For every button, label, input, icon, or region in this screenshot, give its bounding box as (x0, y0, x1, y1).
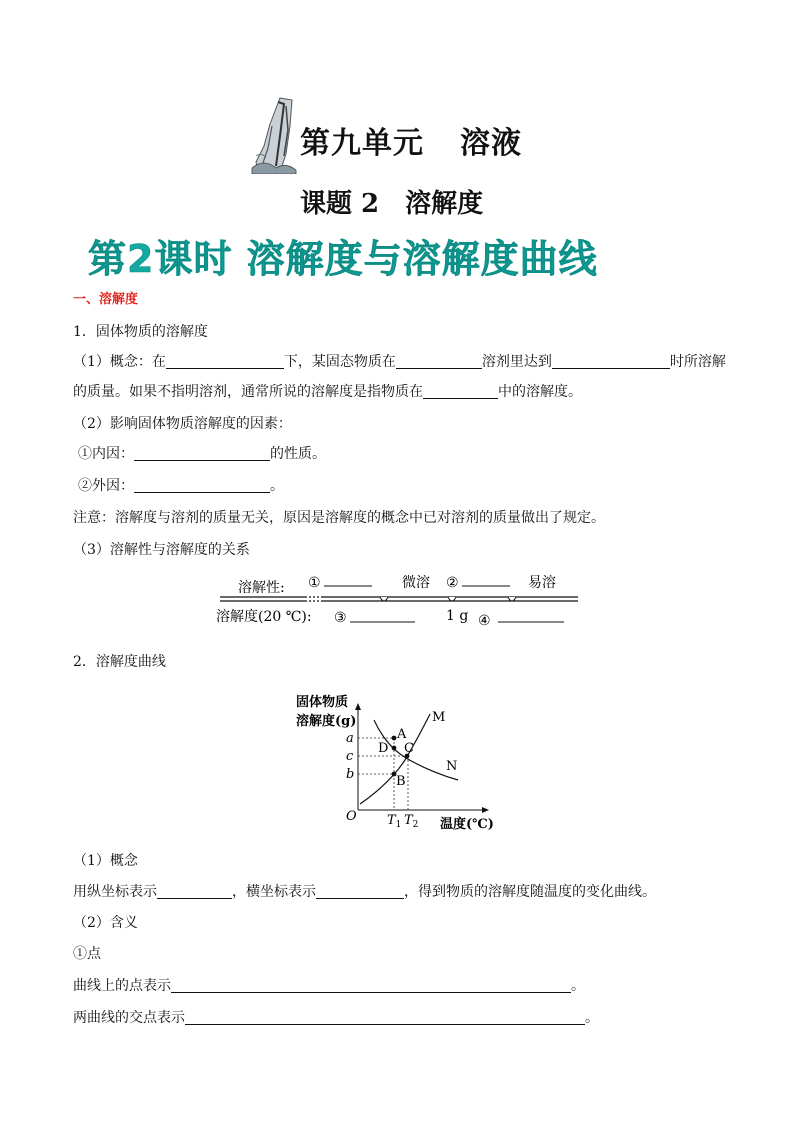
curve-concept-line: 用纵坐标表示 ，横坐标表示 ，得到物质的溶解度随温度的变化曲线。 (73, 884, 656, 900)
concept-line-1: （1）概念：在 下，某固态物质在 溶剂里达到 时所溶解 (73, 354, 726, 370)
one-gram-label: 1 g (446, 608, 469, 624)
item1-title: 1．固体物质的溶解度 (73, 324, 208, 340)
point-d (392, 746, 397, 751)
point-c-label: C (404, 741, 414, 756)
solubility-value-row-label: 溶解度(20 ℃): (216, 609, 312, 625)
point-a-label: A (397, 727, 407, 742)
point-a (392, 736, 397, 741)
blank-y-axis-meaning[interactable] (157, 883, 232, 899)
y-tick-a: a (346, 731, 354, 746)
blank-internal-factor[interactable] (134, 445, 270, 461)
y-tick-c: c (346, 749, 354, 764)
external-factor-line: ②外因： 。 (78, 478, 284, 494)
x-tick-t1: $T_1$ (387, 813, 402, 830)
blank-solvent-amount[interactable] (396, 353, 482, 369)
curve-concept-title: （1）概念 (73, 853, 138, 869)
mark-3: ③ (334, 610, 347, 626)
waterfall-decoration (250, 96, 300, 174)
blank-state[interactable] (552, 353, 670, 369)
point-title: ①点 (73, 946, 101, 962)
blank-default-solvent[interactable] (423, 383, 498, 399)
lesson-title: 第2课时 溶解度与溶解度曲线 (88, 237, 598, 281)
y-axis-label-line1: 固体物质 (296, 695, 349, 710)
factors-title: （2）影响固体物质溶解度的因素： (73, 416, 292, 432)
mark-4: ④ (478, 613, 491, 629)
point-b-label: B (396, 774, 406, 789)
section-heading-solubility: 一、溶解度 (73, 292, 139, 307)
item2-title: 2．溶解度曲线 (73, 654, 166, 670)
solubility-curve-diagram (290, 688, 505, 833)
mark-2: ② (446, 575, 459, 591)
concept-line-2: 的质量。如果不指明溶剂，通常所说的溶解度是指物质在 中的溶解度。 (73, 384, 582, 400)
curve-n-label: N (446, 759, 458, 774)
slightly-soluble-label: 微溶 (402, 575, 430, 591)
curve-m (360, 714, 430, 804)
y-axis-label-line2: 溶解度(g) (296, 714, 357, 729)
intersection-line: 两曲线的交点表示 。 (73, 1010, 599, 1026)
unit-title: 第九单元 溶液 (300, 126, 522, 161)
y-tick-b: b (346, 767, 355, 782)
easily-soluble-label: 易溶 (528, 575, 556, 591)
meaning-title: （2）含义 (73, 915, 138, 931)
point-on-curve-line: 曲线上的点表示 。 (73, 978, 585, 994)
internal-factor-line: ①内因： 的性质。 (78, 446, 326, 462)
blank-intersection[interactable] (185, 1009, 585, 1025)
origin-label: O (346, 809, 357, 824)
mark-1: ① (308, 575, 321, 591)
solubility-row-label: 溶解性: (238, 580, 285, 596)
x-axis-label: 温度(℃) (440, 817, 494, 832)
curve-m-label: M (432, 710, 446, 725)
blank-external-factor[interactable] (134, 477, 270, 493)
note-line: 注意：溶解度与溶剂的质量无关，原因是溶解度的概念中已对溶剂的质量做出了规定。 (73, 510, 605, 526)
solubility-relation-diagram (210, 570, 590, 632)
x-tick-t2: $T_2$ (404, 813, 419, 830)
topic-title: 课题 2 溶解度 (300, 189, 484, 219)
blank-point-on-curve[interactable] (171, 977, 571, 993)
point-d-label: D (378, 741, 389, 756)
relation-title: （3）溶解性与溶解度的关系 (73, 542, 250, 558)
blank-condition[interactable] (166, 353, 284, 369)
blank-x-axis-meaning[interactable] (316, 883, 404, 899)
